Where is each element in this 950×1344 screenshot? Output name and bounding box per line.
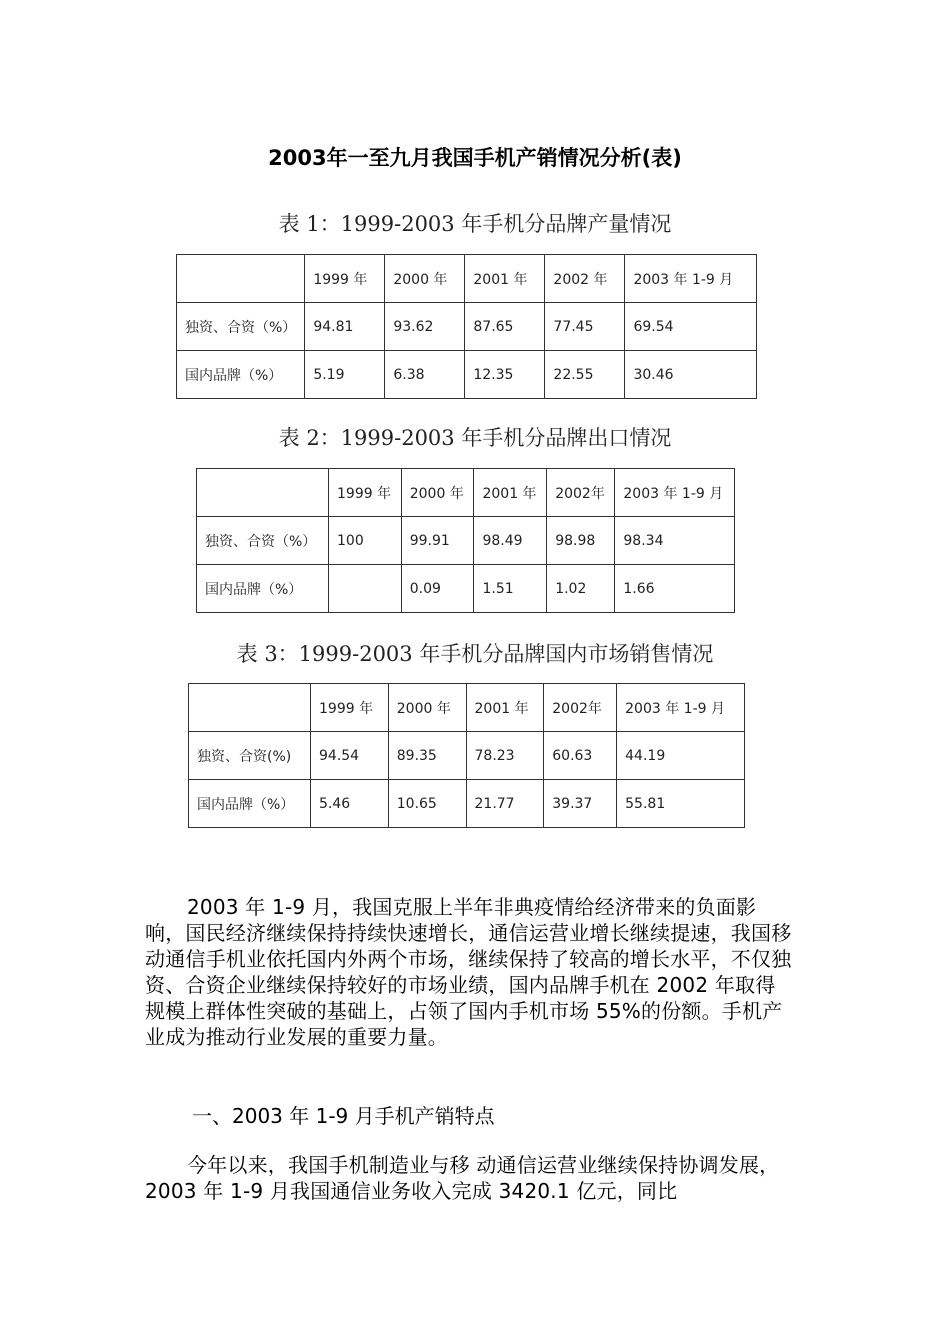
table-header-cell: 2000 年 xyxy=(385,255,465,303)
row-label: 独资、合资(%) xyxy=(189,732,311,780)
page-title: 2003年一至九月我国手机产销情况分析(表) xyxy=(268,146,682,170)
table-1-caption: 表 1：1999-2003 年手机分品牌产量情况 xyxy=(278,212,672,236)
table-cell: 98.98 xyxy=(547,517,615,565)
table-header-row xyxy=(189,684,745,732)
table-cell: 1.51 xyxy=(474,565,547,613)
table-cell: 98.34 xyxy=(615,517,735,565)
table-cell: 30.46 xyxy=(625,351,757,399)
table-cell: 1.02 xyxy=(547,565,615,613)
table-row xyxy=(189,732,745,780)
table-cell: 87.65 xyxy=(465,303,545,351)
table-header-cell xyxy=(197,469,329,517)
table-cell: 39.37 xyxy=(544,780,617,828)
table-header-cell: 2002 年 xyxy=(545,255,625,303)
table-cell: 94.54 xyxy=(311,732,389,780)
table-cell: 0.09 xyxy=(401,565,474,613)
table-cell: 89.35 xyxy=(388,732,466,780)
table-cell xyxy=(329,565,402,613)
table-cell: 77.45 xyxy=(545,303,625,351)
body-paragraph-1: 2003 年 1-9 月，我国克服上半年非典疫情给经济带来的负面影响，国民经济继续保持持续快速增长，通信运营业增长继续提速，我国移 动通信手机业依托国内外两个市场，继续保持了较高的增长水平，不仅独资、合资企业继续保持较好的市场业绩，国内品牌手机在 2002 年取得规模上群体性突破的基础上，占领了国内手机市场 55%的份额。手机产业成为推动行业发展的重要力量。 xyxy=(145,895,792,1049)
body-paragraph-2: 今年以来，我国手机制造业与移 动通信运营业继续保持协调发展，2003 年 1-9 月我国通信业务收入完成 3420.1 亿元，同比 xyxy=(145,1153,780,1203)
table-header-cell: 2000 年 xyxy=(401,469,474,517)
table-header-cell: 2003 年 1-9 月 xyxy=(625,255,757,303)
row-label: 国内品牌（%） xyxy=(189,780,311,828)
table-cell: 94.81 xyxy=(305,303,385,351)
table-header-cell: 2001 年 xyxy=(474,469,547,517)
table-header-cell: 2001 年 xyxy=(465,255,545,303)
table-cell: 98.49 xyxy=(474,517,547,565)
table-3 xyxy=(188,683,745,828)
table-1 xyxy=(176,254,757,399)
row-label: 国内品牌（%） xyxy=(197,565,329,613)
table-row xyxy=(177,303,757,351)
table-cell: 60.63 xyxy=(544,732,617,780)
table-cell: 6.38 xyxy=(385,351,465,399)
row-label: 国内品牌（%） xyxy=(177,351,305,399)
table-row xyxy=(197,517,735,565)
table-row xyxy=(197,565,735,613)
table-header-cell: 2003 年 1-9 月 xyxy=(617,684,745,732)
table-header-cell: 2003 年 1-9 月 xyxy=(615,469,735,517)
table-2-caption: 表 2：1999-2003 年手机分品牌出口情况 xyxy=(278,426,672,450)
table-header-cell: 2001 年 xyxy=(466,684,544,732)
table-header-cell xyxy=(177,255,305,303)
table-cell: 10.65 xyxy=(388,780,466,828)
table-header-cell: 2002年 xyxy=(547,469,615,517)
table-2 xyxy=(196,468,735,613)
table-header-cell: 2002年 xyxy=(544,684,617,732)
section-heading-1: 一、2003 年 1-9 月手机产销特点 xyxy=(192,1104,495,1128)
row-label: 独资、合资（%） xyxy=(177,303,305,351)
table-header-cell: 1999 年 xyxy=(305,255,385,303)
table-cell: 1.66 xyxy=(615,565,735,613)
table-cell: 93.62 xyxy=(385,303,465,351)
table-header-cell xyxy=(189,684,311,732)
table-header-cell: 2000 年 xyxy=(388,684,466,732)
row-label: 独资、合资（%） xyxy=(197,517,329,565)
table-row xyxy=(189,780,745,828)
table-cell: 99.91 xyxy=(401,517,474,565)
table-cell: 5.19 xyxy=(305,351,385,399)
table-cell: 22.55 xyxy=(545,351,625,399)
table-3-caption: 表 3：1999-2003 年手机分品牌国内市场销售情况 xyxy=(236,642,714,666)
table-cell: 5.46 xyxy=(311,780,389,828)
table-cell: 78.23 xyxy=(466,732,544,780)
table-header-cell: 1999 年 xyxy=(329,469,402,517)
table-cell: 100 xyxy=(329,517,402,565)
table-cell: 21.77 xyxy=(466,780,544,828)
table-header-row xyxy=(177,255,757,303)
table-header-row xyxy=(197,469,735,517)
table-header-cell: 1999 年 xyxy=(311,684,389,732)
table-row xyxy=(177,351,757,399)
table-cell: 69.54 xyxy=(625,303,757,351)
table-cell: 12.35 xyxy=(465,351,545,399)
table-cell: 44.19 xyxy=(617,732,745,780)
table-cell: 55.81 xyxy=(617,780,745,828)
